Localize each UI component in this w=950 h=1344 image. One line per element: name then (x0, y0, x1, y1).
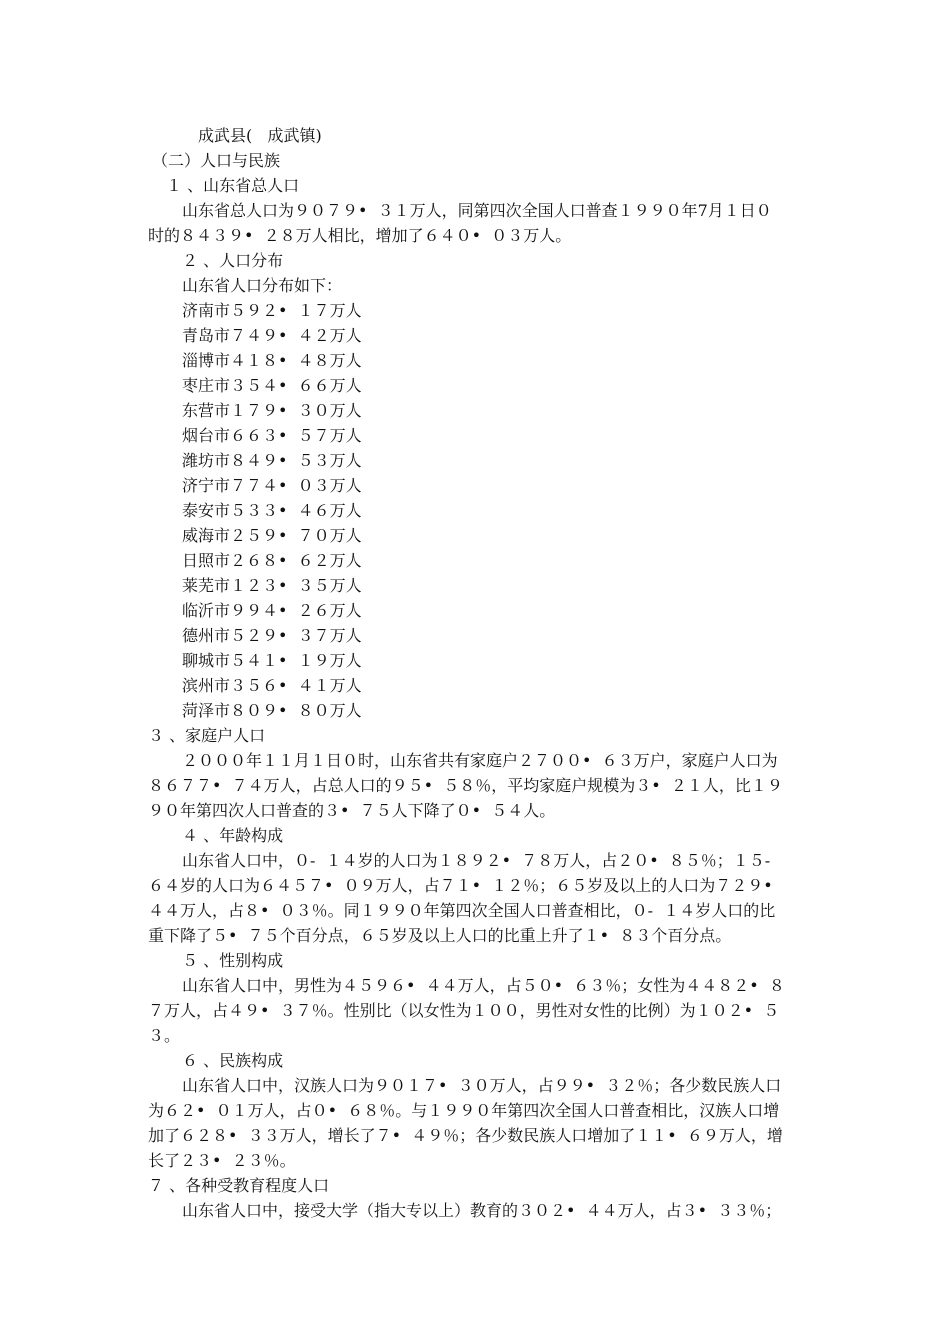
paragraph-line: 山东省人口中，汉族人口为９０１７• ３０万人，占９９• ３２％；各少数民族人口 (182, 1076, 782, 1095)
distribution-intro: 山东省人口分布如下： (182, 276, 343, 295)
city-population-item: 滨州市３５６• ４１万人 (182, 676, 362, 695)
heading-education: ７ 、各种受教育程度人口 (148, 1176, 330, 1195)
paragraph-line: 山东省总人口为９０７９• ３１万人，同第四次全国人口普查１９９０年7月１日０ (182, 201, 772, 220)
city-population-item: 潍坊市８４９• ５３万人 (182, 451, 362, 470)
city-population-item: 临沂市９９４• ２６万人 (182, 601, 362, 620)
document-title: 成武县( 成武镇) (198, 126, 322, 145)
paragraph-line: ７万人，占４９• ３７％。性别比（以女性为１００，男性对女性的比例）为１０２• ５ (148, 1001, 780, 1020)
paragraph-line: ６４岁的人口为６４５７• ０９万人，占７１• １２％；６５岁及以上的人口为７２９• (148, 876, 773, 895)
city-population-item: 德州市５２９• ３７万人 (182, 626, 362, 645)
paragraph-line: 加了６２８• ３３万人，增长了７• ４９％；各少数民族人口增加了１１• ６９万人，增 (148, 1126, 783, 1145)
paragraph-line: 为６２• ０１万人，占０• ６８％。与１９９０年第四次全国人口普查相比，汉族人口增 (148, 1101, 780, 1120)
city-population-item: 菏泽市８０９• ８０万人 (182, 701, 362, 720)
city-population-item: 济宁市７７４• ０３万人 (182, 476, 362, 495)
city-population-item: 枣庄市３５４• ６６万人 (182, 376, 362, 395)
heading-population-distribution: ２ 、人口分布 (182, 251, 284, 270)
paragraph-line: ３。 (148, 1026, 181, 1045)
heading-household-population: ３ 、家庭户人口 (148, 726, 266, 745)
paragraph-line: 山东省人口中，接受大学（指大专以上）教育的３０２• ４４万人，占３• ３３％； (182, 1201, 782, 1220)
city-population-item: 日照市２６８• ６２万人 (182, 551, 362, 570)
city-population-item: 淄博市４１８• ４８万人 (182, 351, 362, 370)
paragraph-line: ２０００年１１月１日０时，山东省共有家庭户２７００• ６３万户，家庭户人口为 (182, 751, 778, 770)
paragraph-line: 长了２３• ２３％。 (148, 1151, 296, 1170)
paragraph-line: ８６７７• ７４万人，占总人口的９５• ５８％，平均家庭户规模为３• ２１人，比１９ (148, 776, 783, 795)
city-population-item: 烟台市６６３• ５７万人 (182, 426, 362, 445)
section-title: （二）人口与民族 (152, 151, 281, 170)
paragraph-line: ４４万人，占８• ０３％。同１９９０年第四次全国人口普查相比，０- １４岁人口的比 (148, 901, 776, 920)
city-population-item: 威海市２５９• ７０万人 (182, 526, 362, 545)
heading-total-population: １ 、山东省总人口 (166, 176, 300, 195)
paragraph-line: ９０年第四次人口普查的３• ７５人下降了０• ５４人。 (148, 801, 556, 820)
city-population-item: 东营市１７９• ３０万人 (182, 401, 362, 420)
heading-age-structure: ４ 、年龄构成 (182, 826, 284, 845)
city-population-item: 莱芜市１２３• ３５万人 (182, 576, 362, 595)
paragraph-line: 时的８４３９• ２８万人相比，增加了６４０• ０３万人。 (148, 226, 572, 245)
paragraph-line: 重下降了５• ７５个百分点，６５岁及以上人口的比重上升了１• ８３个百分点。 (148, 926, 732, 945)
heading-ethnic-structure: ６ 、民族构成 (182, 1051, 284, 1070)
heading-sex-structure: ５ 、性别构成 (182, 951, 284, 970)
city-population-item: 济南市５９２• １７万人 (182, 301, 362, 320)
city-population-item: 泰安市５３３• ４６万人 (182, 501, 362, 520)
paragraph-line: 山东省人口中，男性为４５９６• ４４万人，占５０• ６３％；女性为４４８２• ８ (182, 976, 785, 995)
city-population-item: 青岛市７４９• ４２万人 (182, 326, 362, 345)
paragraph-line: 山东省人口中，０- １４岁的人口为１８９２• ７８万人，占２０• ８５％；１５- (182, 851, 771, 870)
city-population-item: 聊城市５４１• １９万人 (182, 651, 362, 670)
